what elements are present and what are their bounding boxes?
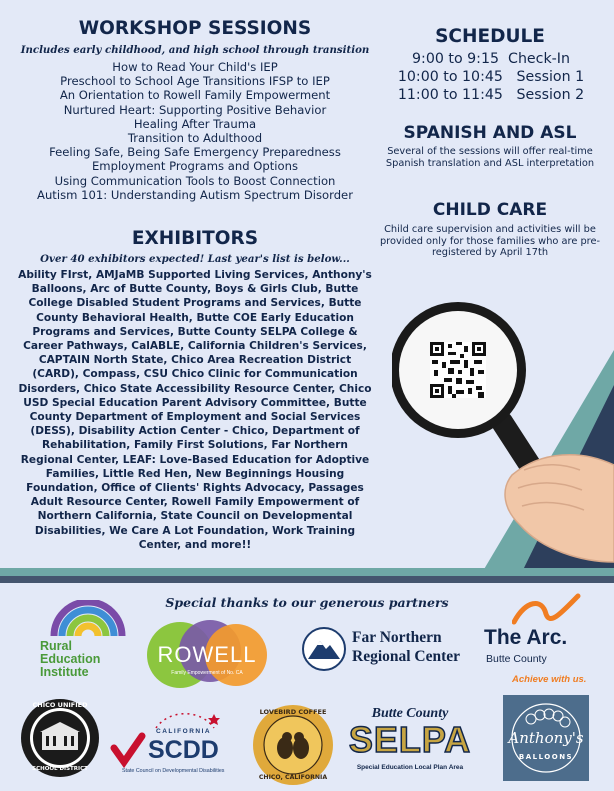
far-northern-logo bbox=[302, 625, 477, 673]
chico-unified-logo bbox=[20, 698, 100, 778]
session-item: Autism 101: Understanding Autism Spectrum Disorder bbox=[37, 187, 353, 202]
schedule-time: 11:00 to 11:45 bbox=[397, 87, 503, 103]
schedule-title: SCHEDULE bbox=[435, 26, 545, 47]
anthonys-balloons-logo bbox=[503, 695, 589, 781]
scdd-name: SCDD bbox=[148, 736, 219, 764]
arc-name: The Arc. bbox=[484, 626, 568, 649]
session-item: How to Read Your Child's IEP bbox=[112, 60, 278, 74]
spanish-asl-title: SPANISH AND ASL bbox=[403, 123, 577, 143]
session-item: An Orientation to Rowell Family Empowerment bbox=[59, 88, 331, 103]
exhibitor-list: Ability FIrst, AMJaMB Supported Living Services, Anthony's Balloons, Arc of Butte County, Boys & Girls Club, Butte College Disabled Student Programs and Services, Butte County Behavioral Health, Butte COE Early Education Programs and Services, Butte County SELPA College & Career Pathways, CalABLE, California Children's Services, CAPTAIN North State, Chico Area Recreation District (CARD), Compass, CSU Chico Clinic for Communication Disorders, Chico State Accessibility Resource Center, Chico USD Special Education Parent Advisory Committee, Butte County Department of Employment and Social Services (DESS), Disability Action Center - Chico, Department of Rehabilitation, Family First Solutions, Far Northern Regional Center, LEAF: Love-Based Education for Adoptive Families, Little Red Hen, New Beginnings Housing Foundation, Office of Clients' Rights Advocacy, Passages Adult Resource Center, Rowell Family Empowerment of Northern California, State Council on Developmental Disabilities, We Care A Lot Foundation, Work Training Center, and more!! bbox=[18, 269, 372, 551]
partners-title: Special thanks to our generous partners bbox=[165, 595, 449, 610]
fnrc-line1: Far Northern bbox=[352, 629, 442, 646]
qr-code bbox=[430, 342, 486, 398]
chico-top-text: CHICO UNIFIED bbox=[32, 701, 88, 709]
arc-tagline: Achieve with us. bbox=[512, 674, 587, 685]
rowell-sub: Family Empowerment of No. CA bbox=[171, 670, 243, 676]
schedule-row bbox=[384, 87, 598, 103]
session-item: Transition to Adulthood bbox=[127, 131, 263, 146]
arc-sub: Butte County bbox=[486, 653, 547, 665]
lovebird-bottom-text: CHICO, CALIFORNIA bbox=[258, 774, 328, 781]
spanish-asl-text: Several of the sessions will offer real-time Spanish translation and ASL interpretation bbox=[385, 146, 595, 169]
workshops-subtitle: Includes early childhood, and high school through transition bbox=[20, 44, 370, 56]
session-item: Nurtured Heart: Supporting Positive Behavior bbox=[63, 102, 327, 117]
anthony-name: Anthony's bbox=[508, 729, 584, 747]
teal-divider-band bbox=[0, 568, 614, 576]
schedule-label: Session 2 bbox=[516, 87, 585, 103]
fnrc-line2: Regional Center bbox=[352, 648, 461, 665]
exhibitors-title: EXHIBITORS bbox=[131, 228, 259, 249]
session-item: Healing After Trauma bbox=[133, 116, 257, 131]
schedule-row bbox=[384, 51, 598, 67]
rowell-name: ROWELL bbox=[157, 642, 257, 667]
chico-bottom-text: SCHOOL DISTRICT bbox=[32, 766, 88, 772]
rural-line3: Institute bbox=[40, 665, 89, 679]
session-item: Preschool to School Age Transitions IFSP to IEP bbox=[60, 74, 330, 89]
rowell-logo bbox=[145, 620, 269, 690]
session-item: Feeling Safe, Being Safe Emergency Preparedness bbox=[49, 145, 341, 160]
schedule-row bbox=[384, 69, 598, 85]
scdd-check-icon bbox=[110, 732, 146, 768]
scdd-sub: State Council on Developmental Disabilities bbox=[122, 768, 225, 774]
child-care-title: CHILD CARE bbox=[432, 200, 548, 220]
rural-education-institute-logo bbox=[40, 600, 140, 685]
child-care-text: Child care supervision and activities will be provided only for those families who are pre-registered by April 17th bbox=[379, 224, 601, 259]
session-item: Employment Programs and Options bbox=[91, 159, 299, 174]
rainbow-icon bbox=[48, 600, 128, 638]
selpa-top: Butte County bbox=[371, 706, 449, 721]
butte-selpa-logo bbox=[346, 706, 486, 778]
rural-line1: Rural bbox=[40, 639, 72, 653]
session-list bbox=[18, 60, 372, 202]
lovebird-top-text: LOVEBIRD COFFEE bbox=[259, 708, 327, 716]
schedule-label: Check-In bbox=[508, 51, 570, 67]
schedule-label: Session 1 bbox=[516, 69, 585, 85]
magnifier-qr-graphic bbox=[392, 300, 614, 590]
selpa-sub: Special Education Local Plan Area bbox=[356, 764, 464, 771]
schedule-time: 9:00 to 9:15 bbox=[412, 51, 499, 67]
scdd-state: CALIFORNIA bbox=[156, 728, 212, 735]
selpa-name: SELPA bbox=[348, 719, 472, 760]
anthony-sub: BALLOONS bbox=[518, 753, 574, 761]
workshops-title: WORKSHOP SESSIONS bbox=[78, 18, 312, 39]
scdd-logo bbox=[110, 706, 250, 778]
session-item: Using Communication Tools to Boost Connection bbox=[54, 173, 336, 188]
star-arc-icon bbox=[150, 706, 220, 730]
the-arc-logo bbox=[484, 592, 604, 688]
slate-divider-band bbox=[0, 576, 614, 583]
lovebird-coffee-logo bbox=[252, 704, 334, 786]
rural-line2: Education bbox=[40, 652, 101, 666]
mountain-icon bbox=[302, 627, 346, 671]
schedule-time: 10:00 to 10:45 bbox=[397, 69, 503, 85]
exhibitors-subtitle: Over 40 exhibitors expected! Last year's list is below... bbox=[40, 253, 350, 265]
